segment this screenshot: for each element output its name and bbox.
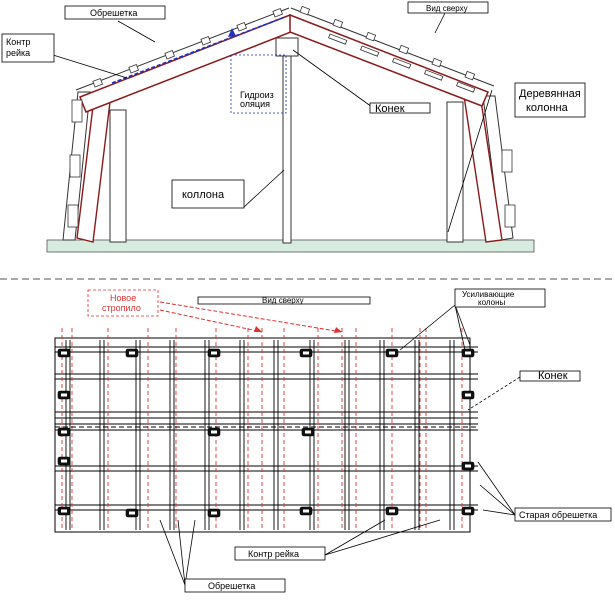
roof-batten-mark: [237, 23, 247, 31]
left-inner-column: [110, 110, 126, 242]
roof-batten-mark: [129, 65, 139, 73]
column-marker-hole: [303, 352, 309, 355]
section-view: [2, 2, 585, 252]
usil-kolonny-label-1: Усиливающие: [462, 290, 515, 299]
new-rafter-leader-2: [160, 302, 342, 332]
roof-batten-mark: [300, 6, 310, 14]
kontr-reika-top-label: Контр рейка: [6, 37, 31, 58]
column-marker-hole: [61, 510, 67, 513]
roof-batten-mark: [93, 79, 103, 87]
waterproofing-label-1: Гидроиз: [240, 90, 274, 100]
vid-sverhu-plan-label: Вид сверху: [262, 296, 304, 305]
new-rafter-arrow-2: [334, 327, 342, 333]
left-roof-line: [76, 8, 289, 90]
center-column-cap: [276, 38, 298, 56]
counter-batten-blue: [112, 17, 285, 83]
leader-konek-plan: [468, 377, 520, 410]
roof-batten-mark: [399, 45, 409, 53]
staraya-obreshetka-label: Старая обрешетка: [519, 510, 598, 520]
column-marker-hole: [465, 465, 471, 468]
column-marker-hole: [129, 352, 135, 355]
column-marker-hole: [61, 431, 67, 434]
usil-kolonny-label-2: колоны: [478, 298, 506, 307]
column-marker-hole: [61, 352, 67, 355]
roof-batten-mark: [165, 51, 175, 59]
konek-top-label: Конек: [375, 103, 405, 115]
column-marker-hole: [129, 512, 135, 515]
leader-kollona: [244, 170, 284, 207]
konek-plan-label: Конек: [538, 370, 568, 382]
new-rafter-arrow-1: [254, 326, 262, 332]
leader-obreshetka: [118, 21, 155, 42]
kontr-reika-plan-label: Контр рейка: [248, 549, 300, 559]
column-marker-hole: [465, 394, 471, 397]
roof-batten-mark: [333, 19, 343, 27]
roof-batten-mark: [366, 32, 376, 40]
column-marker-hole: [61, 394, 67, 397]
vid-sverhu-top-label: Вид сверху: [426, 4, 468, 13]
leader-vid-sverhu: [435, 13, 445, 33]
wall-block: [72, 100, 82, 122]
wall-block: [70, 155, 80, 177]
wall-block: [505, 205, 515, 227]
obreshetka-plan-label: Обрешетка: [208, 581, 256, 591]
column-marker-hole: [389, 352, 395, 355]
roof-batten-mark: [432, 58, 442, 66]
novoe-stropilo-label-2: стропило: [102, 303, 141, 313]
wall-block: [502, 150, 512, 172]
plan-outline: [55, 338, 470, 532]
column-marker-hole: [305, 431, 311, 434]
kollona-label: коллона: [182, 189, 225, 201]
column-marker-hole: [389, 510, 395, 513]
right-inner-column: [447, 102, 463, 242]
column-marker-hole: [61, 460, 67, 463]
plan-view: [55, 289, 611, 592]
column-marker-hole: [303, 510, 309, 513]
roof-batten-mark: [465, 71, 475, 79]
column-marker-hole: [211, 431, 217, 434]
roof-batten-mark: [201, 37, 211, 45]
column-marker-hole: [211, 352, 217, 355]
novoe-stropilo-label-1: Новое: [110, 293, 137, 303]
right-rafter: [290, 15, 488, 106]
wall-block: [68, 205, 78, 227]
column-marker-hole: [465, 352, 471, 355]
obreshetka-top-label: Обрешетка: [90, 8, 138, 18]
right-roof-line: [291, 8, 494, 86]
derev-kolonna-label-2: колонна: [526, 102, 568, 114]
column-marker-hole: [465, 510, 471, 513]
column-marker-hole: [211, 512, 217, 515]
center-column: [283, 50, 291, 243]
roof-batten-mark: [273, 9, 283, 17]
derev-kolonna-label-1: Деревянная: [519, 88, 581, 100]
new-rafter-leader-1: [160, 310, 262, 332]
leader-kontr-reika: [53, 55, 127, 78]
waterproofing-label-2: оляция: [240, 99, 270, 109]
